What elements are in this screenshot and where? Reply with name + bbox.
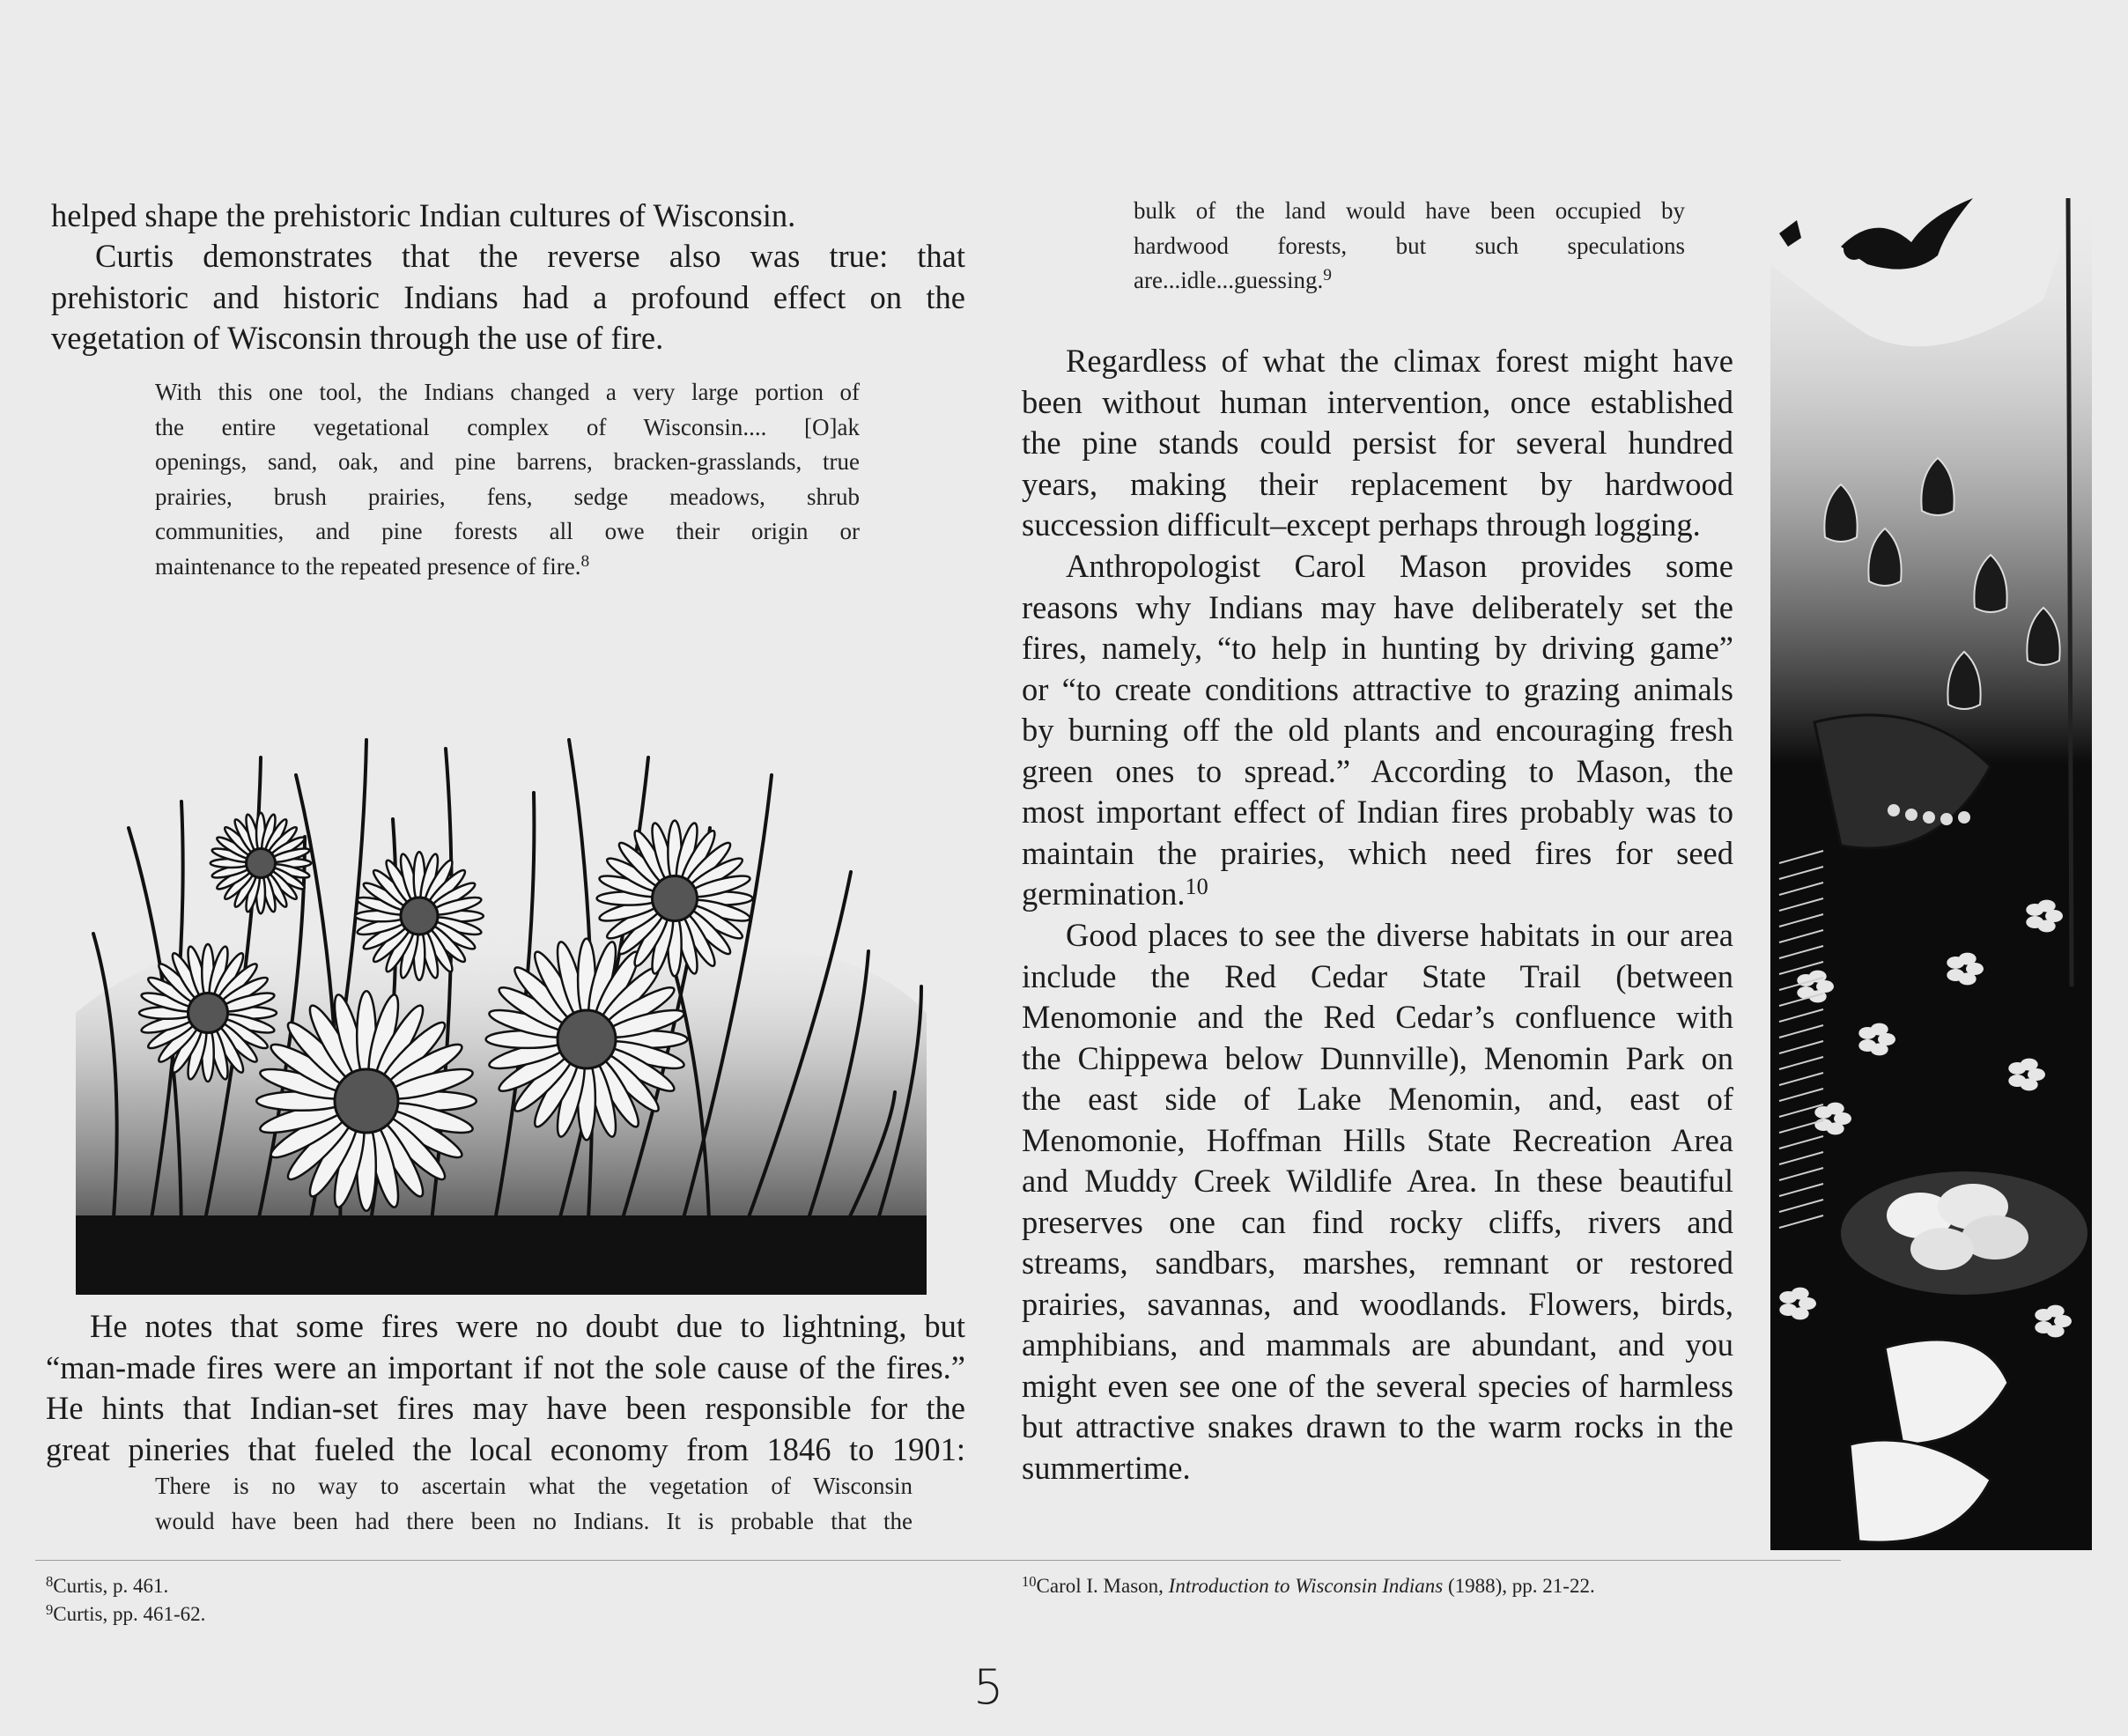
left-paragraph-1: Curtis demonstrates that the reverse also was true: that prehistoric and historic Indians had a profound effect on the vegetation of Wisconsin through the use of fire. [51, 238, 965, 356]
footnote-10: $^{10}$Carol I. Mason, Introduction to Wisconsin Indians (1988), pp. 21-22. [1022, 1572, 1595, 1597]
footnote-rule [35, 1560, 1841, 1561]
footnote-8: $^8$Curtis, p. 461. [46, 1572, 169, 1597]
footnote-ref-10[interactable]: 10 [1185, 874, 1208, 900]
nature-border-illustration [1762, 194, 2096, 1550]
left-lead-line: helped shape the prehistoric Indian cultures of Wisconsin. [51, 197, 796, 233]
footnote-9: $^9$Curtis, pp. 461-62. [46, 1600, 206, 1625]
page-number: 5 [973, 1659, 1004, 1715]
right-paragraph-2: Anthropologist Carol Mason provides some reasons why Indians may have deliberately set the fires, namely, “to help in hunting by driving game” or “to create conditions attractive to grazing animals by burning off the old plants and encouraging fresh green ones to spread.” According to Mason, the most important effect of Indian fires probably was to maintain the prairies, which need fires for seed germination.$^{10}$ [1022, 548, 1733, 912]
block-quote-continued: bulk of the land would have been occupied by hardwood forests, but such speculations are...idle...guessing.$^9$ [1134, 197, 1685, 293]
block-quote-1: With this one tool, the Indians changed a very large portion of the entire vegetational complex of Wisconsin.... [O]ak openings, sand, oak, and pine barrens, bracken-grasslands, true prairies, brush prairies, fens, sedge meadows, shrub communities, and pine forests all owe their origin or maintenance to the repeated presence of fire.$^8$ [155, 379, 860, 580]
block-quote-2: There is no way to ascertain what the vegetation of Wisconsin would have been had there been no Indians. It is probable that the [155, 1473, 913, 1534]
right-paragraph-3: Good places to see the diverse habitats in our area include the Red Cedar State Trail (between Menomonie and the Red Cedar’s confluence with the Chippewa below Dunnville), Menomin Park on the east side of Lake Menomin, and, east of Menomonie, Hoffman Hills State Recreation Area and Muddy Creek Wildlife Area. In these beautiful preserves one can find rocky cliffs, rivers and streams, sandbars, marshes, remnant or restored prairies, savannas, and woodlands. Flowers, birds, amphibians, and mammals are abundant, and you might even see one of the several species of harmless but attractive snakes drawn to the warm rocks in the summertime. [1022, 917, 1733, 1486]
footnote-ref-8[interactable]: 8 [580, 551, 590, 571]
right-paragraph-1: Regardless of what the climax forest might have been without human intervention, once established the pine stands could persist for several hundred years, making their replacement by hardwood succession difficult–except perhaps through logging. [1022, 343, 1733, 543]
left-paragraph-2: He notes that some fires were no doubt due to lightning, but “man-made fires were an important if not the sole cause of the fires.” He hints that Indian-set fires may have been responsible for the great pineries that fueled the local economy from 1846 to 1901: [46, 1308, 965, 1467]
footnote-ref-9[interactable]: 9 [1323, 266, 1332, 285]
daisy-illustration [76, 722, 927, 1295]
